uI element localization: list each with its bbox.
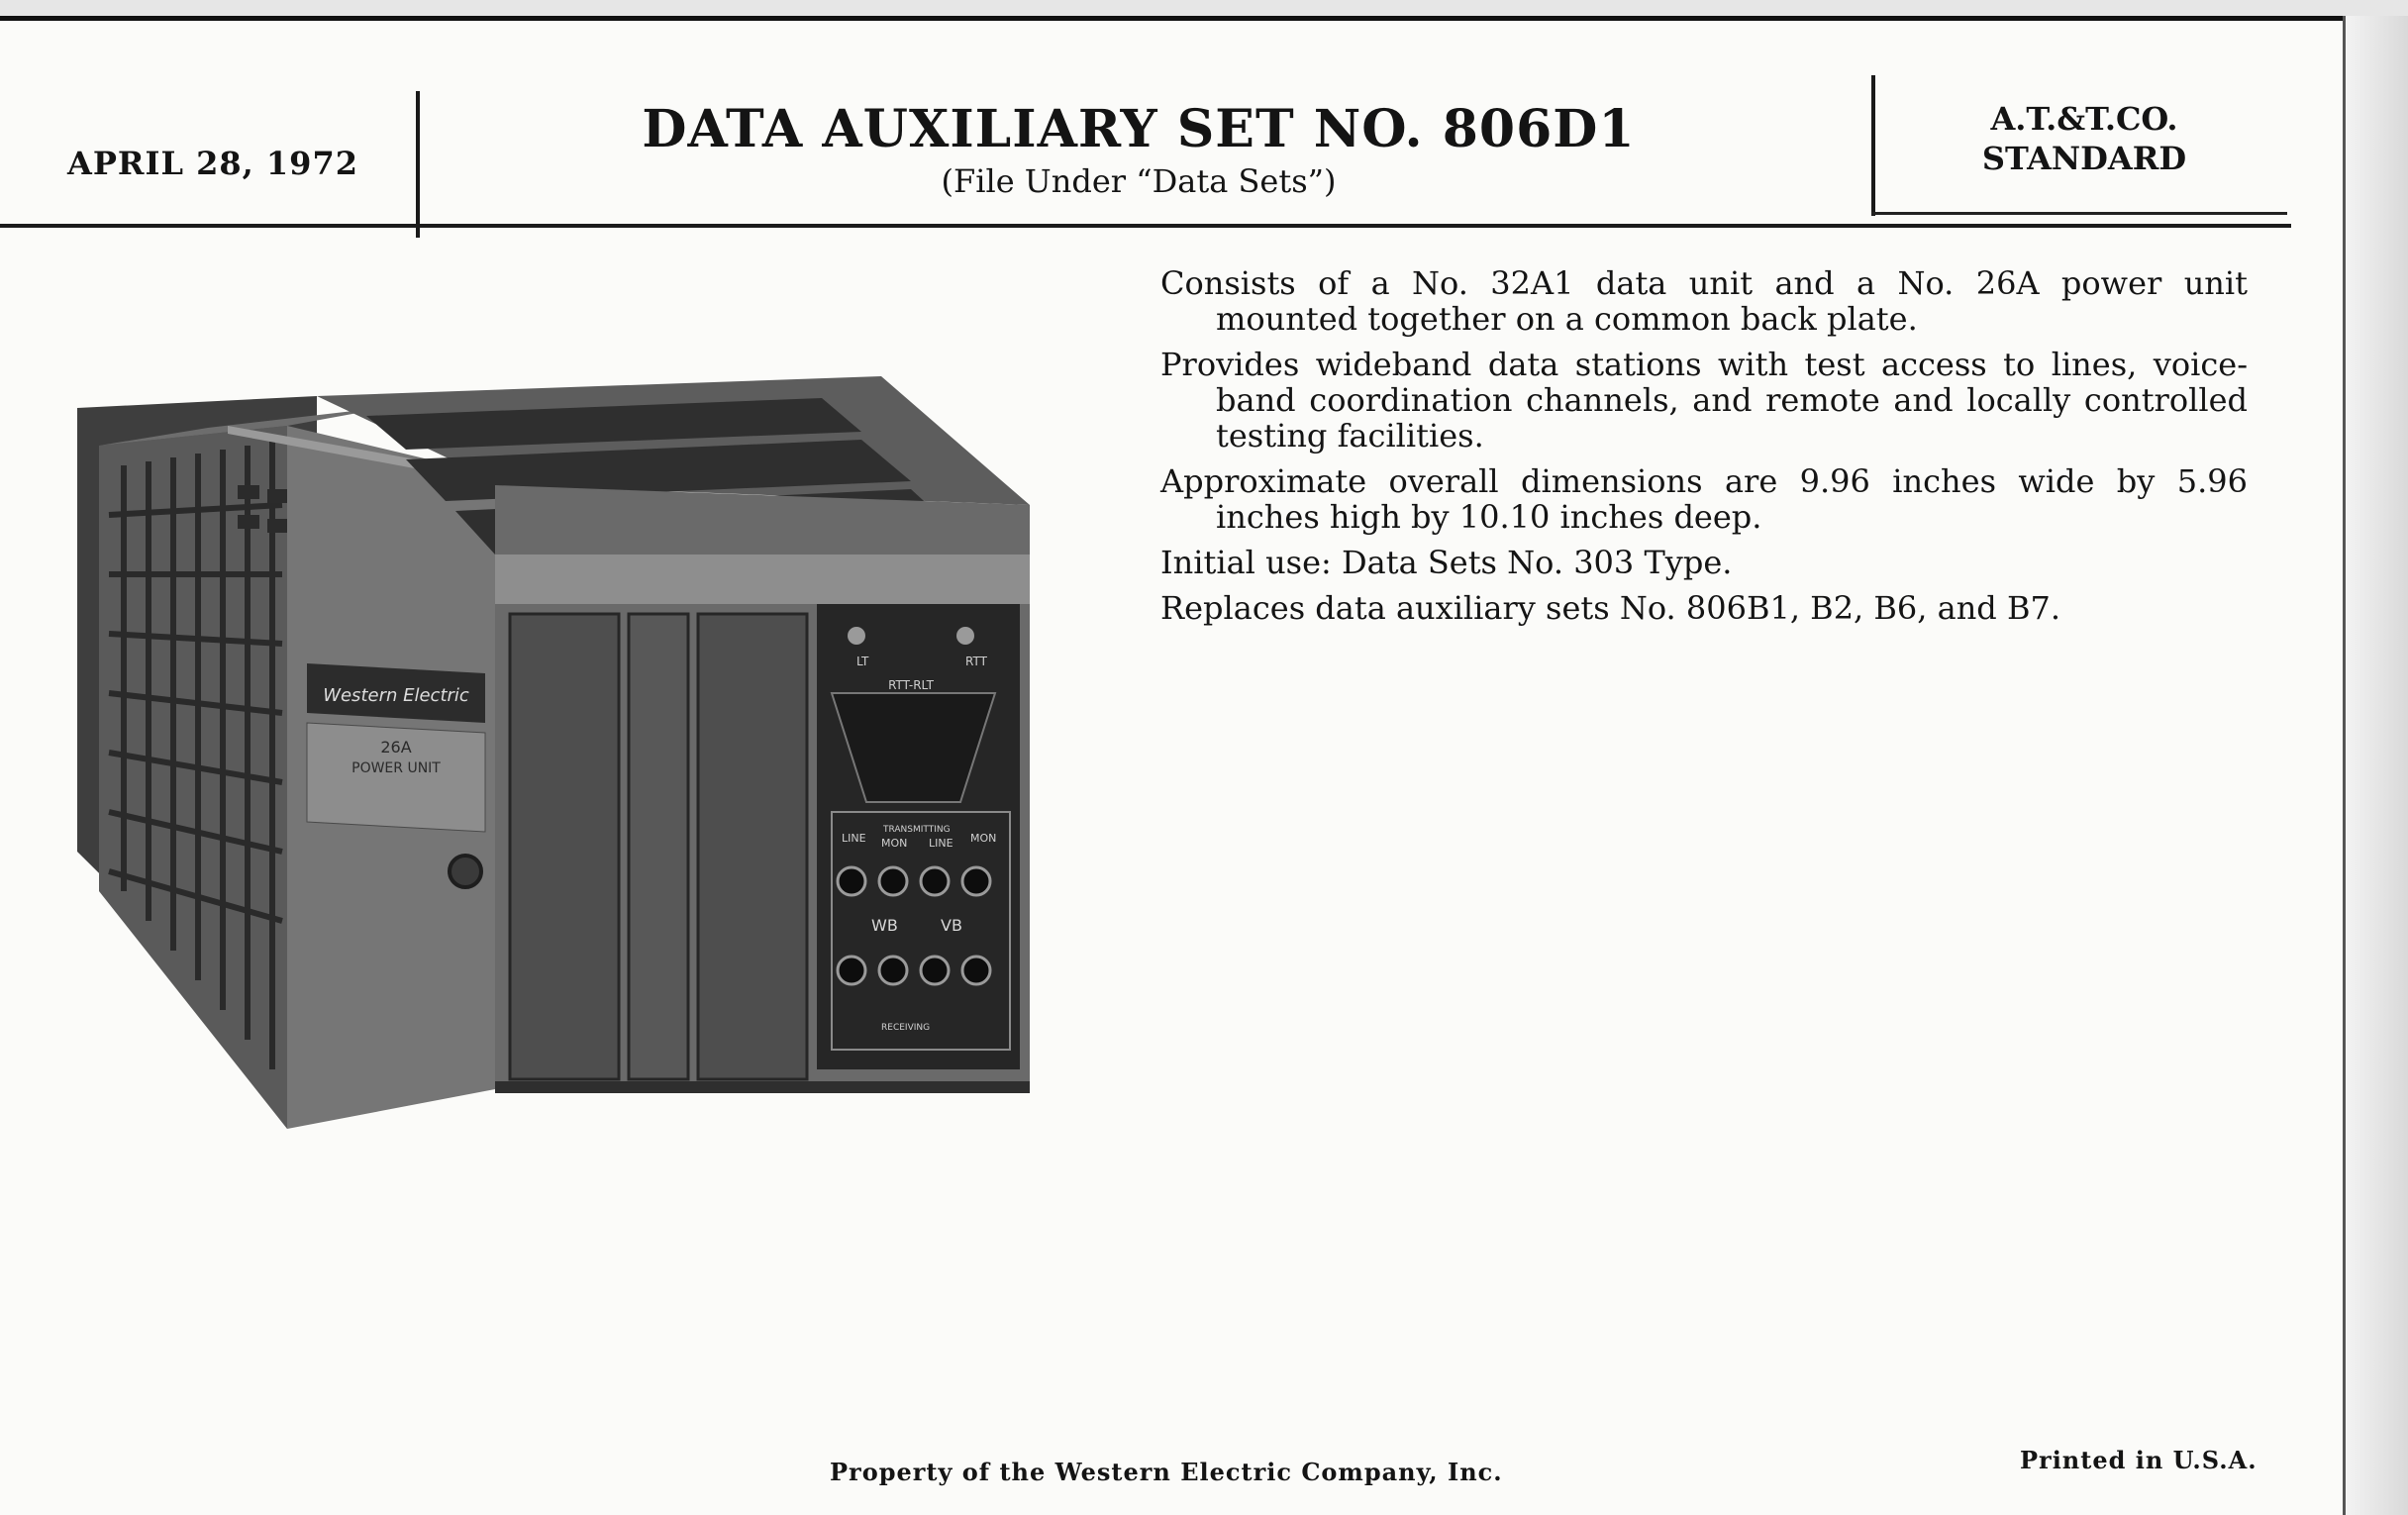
header-rule-right [1871, 212, 2287, 215]
header-divider-right [1871, 75, 1875, 216]
jack-group-receive: RECEIVING [881, 1023, 931, 1033]
panel-label-rtt: RTT [965, 655, 987, 668]
description-item: Provides wideband data stations with test access to lines, voice-band coordination channels, and remote and locally controlled testing facilities. [1160, 346, 2248, 454]
jack-label-wb: WB [871, 916, 898, 935]
standard-mark [1881, 99, 2287, 178]
jack-label-mon: MON [881, 837, 908, 850]
card-slot-1 [510, 614, 619, 1079]
jack-group-transmit: TRANSMITTING [883, 825, 951, 835]
jack-label-line-2: LINE [929, 837, 953, 850]
printed-notice: Printed in U.S.A. [2020, 1446, 2258, 1474]
standard-label: STANDARD [1981, 140, 2187, 177]
jack-label-vb: VB [941, 916, 962, 935]
description-list [1160, 265, 2248, 636]
indicator-lamp-icon [956, 627, 974, 645]
brand-label: Western Electric [323, 685, 469, 706]
issue-date: APRIL 28, 1972 [67, 145, 358, 182]
description-item: Approximate overall dimensions are 9.96 inches wide by 5.96 inches high by 10.10 inches deep. [1160, 462, 2248, 536]
description-item: Replaces data auxiliary sets No. 806B1, B2, B6, and B7. [1160, 589, 2060, 627]
header-divider-left [416, 91, 420, 238]
standard-company: A.T.&T.CO. [1990, 100, 2178, 138]
jack-label-line: LINE [842, 832, 866, 845]
product-photo [69, 337, 1040, 1139]
indicator-lamp-icon [848, 627, 865, 645]
description-item: Consists of a No. 32A1 data unit and a No. 26A power unit mounted together on a common back plate. [1160, 264, 2248, 338]
description-item: Initial use: Data Sets No. 303 Type. [1160, 544, 1733, 581]
panel-label-rtt-rlt: RTT-RLT [888, 678, 934, 692]
page-title: DATA AUXILIARY SET NO. 806D1 [642, 99, 1636, 159]
header-rule [0, 224, 2291, 228]
jack-label-mon-2: MON [970, 832, 997, 845]
unit-name: POWER UNIT [351, 760, 441, 776]
property-notice: Property of the Western Electric Company, Inc. [830, 1458, 1503, 1486]
card-slot-3 [698, 614, 807, 1079]
card-edge [2343, 16, 2408, 1515]
unit-number: 26A [380, 738, 412, 757]
panel-label-lt: LT [856, 655, 869, 668]
power-knob-icon [450, 856, 481, 887]
card-slot-2 [629, 614, 688, 1079]
file-under-note: (File Under “Data Sets”) [941, 162, 1337, 200]
